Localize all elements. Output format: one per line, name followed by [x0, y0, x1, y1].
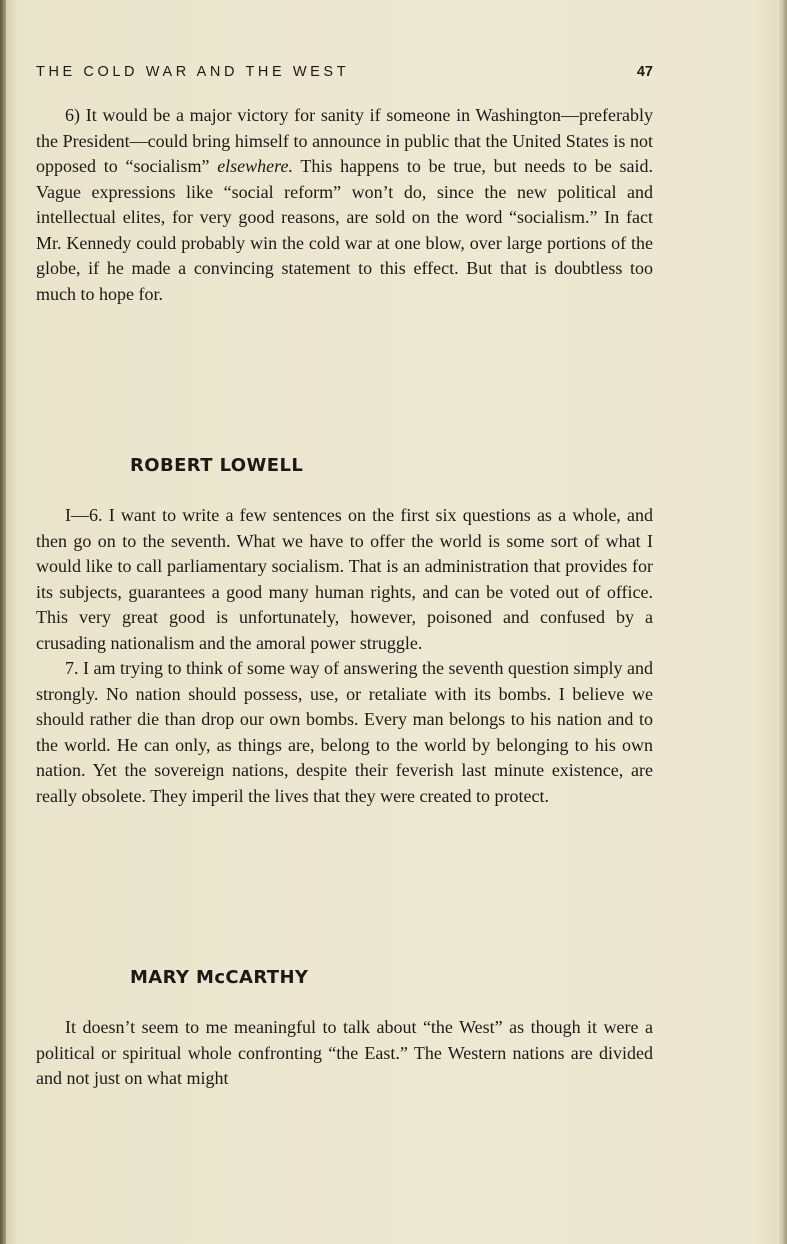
mccarthy-text-block [36, 1015, 653, 1092]
paragraph-text: 6) It would be a major victory for sanity if someone in Washington—preferably the President—could bring himself to announce in public that the United States is not opposed to “socialism” [36, 105, 653, 176]
intro-text-block [36, 103, 653, 307]
paragraph-text: This happens to be true, but needs to be said. Vague expressions like “social reform” won’t do, since the new political and intellectual elites, for very good reasons, are sold on the word “socialism.” In fact Mr. Kennedy could probably win the cold war at one blow, over large portions of the globe, if he made a convincing statement to this effect. But that is doubtless too much to hope for. [36, 156, 653, 304]
lowell-text-block [36, 503, 653, 809]
paragraph: 7. I am trying to think of some way of answering the seventh question simply and strongly. No nation should possess, use, or retaliate with its bombs. I believe we should rather die than drop our own bombs. Every man belongs to his nation and to the world. He can only, as things are, belong to the world by belonging to his own nation. Yet the sovereign nations, despite their feverish last minute existence, are really obsolete. They imperil the lives that they were created to protect. [36, 658, 653, 806]
page-edge [777, 0, 787, 1244]
running-title: THE COLD WAR AND THE WEST [36, 64, 350, 80]
page-binding-shadow [0, 0, 6, 1244]
section-heading-robert-lowell: ROBERT LOWELL [130, 455, 304, 476]
page-number: 47 [636, 64, 653, 80]
paragraph: I—6. I want to write a few sentences on the first six questions as a whole, and then go on to the seventh. What we have to offer the world is some sort of what I would like to call parliamentary socialism. That is an administration that provides for its subjects, guarantees a good many human rights, and can be voted out of office. This very great good is unfortunately, however, poisoned and confused by a crusading nationalism and the amoral power struggle. [36, 505, 653, 653]
section-heading-mary-mccarthy: MARY McCARTHY [130, 967, 309, 988]
emphasized-word: elsewhere. [217, 156, 293, 176]
paragraph [36, 103, 653, 307]
paragraph: It doesn’t seem to me meaningful to talk about “the West” as though it were a political or spiritual whole confronting “the East.” The Western nations are divided and not just on what might [36, 1017, 653, 1088]
running-header [36, 64, 653, 86]
